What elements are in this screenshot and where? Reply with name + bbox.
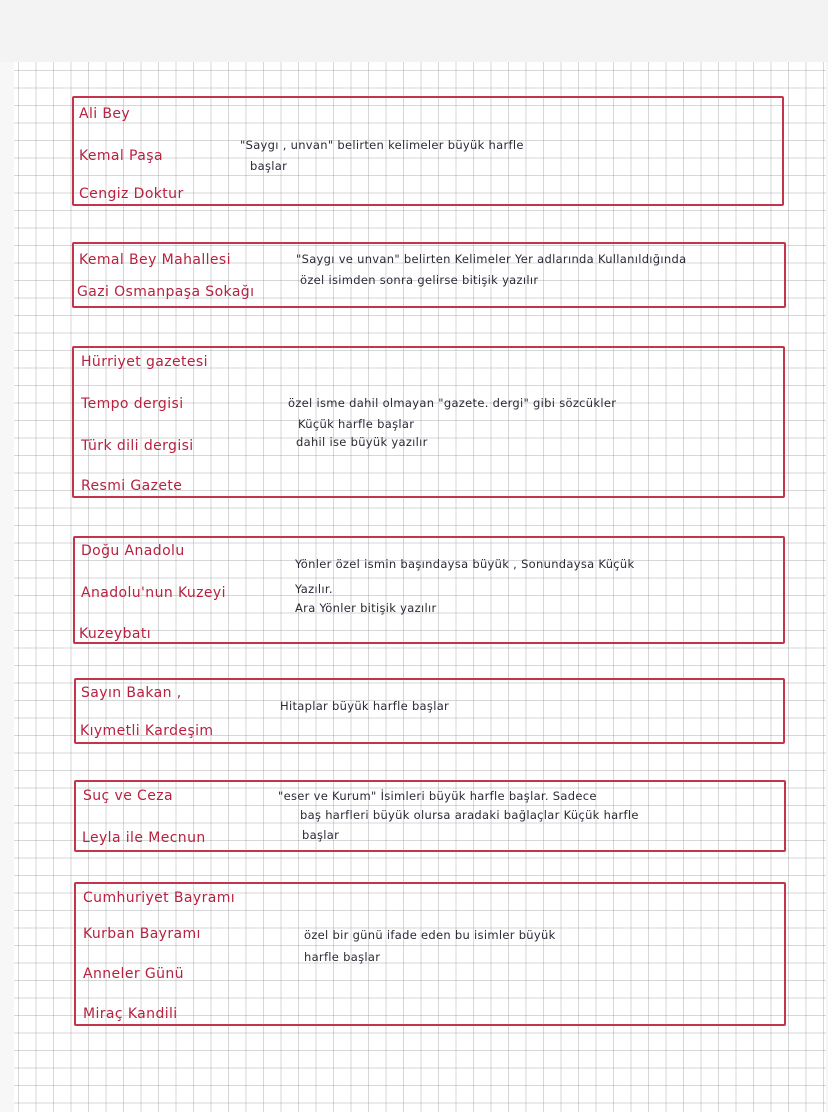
rule-explanation-line: baş harfleri büyük olursa aradaki bağlaçlar Küçük harfle bbox=[300, 808, 639, 822]
example-text: Doğu Anadolu bbox=[81, 543, 185, 559]
example-text: Ali Bey bbox=[79, 106, 131, 122]
rule-explanation-line: harfle başlar bbox=[304, 950, 381, 964]
rule-explanation-line: başlar bbox=[302, 828, 340, 842]
example-text: Cengiz Doktur bbox=[79, 186, 184, 202]
scan-top-margin bbox=[0, 0, 828, 62]
example-text: Kemal Paşa bbox=[79, 148, 163, 164]
rule-box-5 bbox=[74, 678, 785, 744]
example-text: Suç ve Ceza bbox=[83, 788, 173, 804]
rule-box-7 bbox=[74, 882, 786, 1026]
example-text: Leyla ile Mecnun bbox=[82, 830, 206, 846]
rule-explanation-line: özel bir günü ifade eden bu isimler büyük bbox=[304, 928, 556, 942]
rule-explanation-line: "Saygı ve unvan" belirten Kelimeler Yer adlarında Kullanıldığında bbox=[296, 252, 687, 266]
rule-explanation-line: özel isme dahil olmayan "gazete. dergi" gibi sözcükler bbox=[288, 396, 617, 410]
rule-explanation-line: özel isimden sonra gelirse bitişik yazılır bbox=[300, 273, 539, 287]
rule-explanation-line: Hitaplar büyük harfle başlar bbox=[280, 699, 450, 713]
example-text: Tempo dergisi bbox=[81, 396, 184, 412]
notebook-page bbox=[14, 62, 826, 1112]
example-text: Gazi Osmanpaşa Sokağı bbox=[77, 284, 255, 300]
example-text: Cumhuriyet Bayramı bbox=[83, 890, 236, 906]
example-text: Türk dili dergisi bbox=[81, 438, 194, 454]
example-text: Sayın Bakan , bbox=[81, 685, 182, 701]
example-text: Kuzeybatı bbox=[79, 626, 152, 642]
rule-explanation-line: Küçük harfle başlar bbox=[298, 417, 415, 431]
example-text: Hürriyet gazetesi bbox=[81, 354, 208, 370]
example-text: Miraç Kandili bbox=[83, 1006, 178, 1022]
rule-explanation-line: Yönler özel ismin başındaysa büyük , Sonundaysa Küçük bbox=[295, 557, 635, 571]
rule-explanation-line: dahil ise büyük yazılır bbox=[296, 435, 428, 449]
rule-explanation-line: başlar bbox=[250, 159, 288, 173]
example-text: Kıymetli Kardeşim bbox=[80, 723, 214, 739]
example-text: Anneler Günü bbox=[83, 966, 184, 982]
rule-box-1 bbox=[72, 96, 784, 206]
rule-box-6 bbox=[74, 780, 786, 852]
example-text: Resmi Gazete bbox=[81, 478, 183, 494]
rule-box-4 bbox=[73, 536, 785, 644]
rule-explanation-line: Ara Yönler bitişik yazılır bbox=[295, 601, 437, 615]
rule-box-2 bbox=[72, 242, 786, 308]
example-text: Kemal Bey Mahallesi bbox=[79, 252, 231, 268]
rule-box-3 bbox=[72, 346, 785, 498]
example-text: Kurban Bayramı bbox=[83, 926, 201, 942]
rule-explanation-line: Yazılır. bbox=[295, 582, 333, 596]
rule-explanation-line: "Saygı , unvan" belirten kelimeler büyük harfle bbox=[240, 138, 524, 152]
example-text: Anadolu'nun Kuzeyi bbox=[81, 585, 226, 601]
rule-explanation-line: "eser ve Kurum" İsimleri büyük harfle başlar. Sadece bbox=[278, 789, 597, 803]
